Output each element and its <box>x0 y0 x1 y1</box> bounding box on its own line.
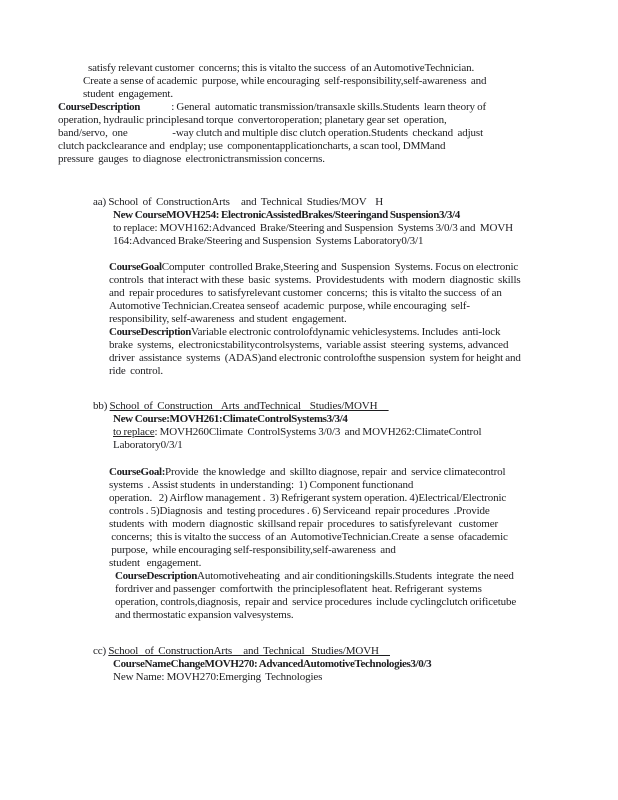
text-segment: purpose, while encouraging self-responsibility,self-awareness and <box>109 544 396 556</box>
paragraph-aa-goal-description <box>58 261 604 378</box>
underlined-text: to replace <box>113 426 155 438</box>
text-segment: operation. 2) Airflow management . 3) Refrigerant system operation. 4)Electrical/Electronic <box>109 492 507 504</box>
text-segment: 164:Advanced Brake/Steering and Suspension Systems Laboratory0/3/1 <box>113 235 424 247</box>
bold-text: CourseGoal: <box>109 466 166 478</box>
text-line <box>109 339 604 352</box>
text-segment: Provide the knowledge and skillto diagnose, repair and service climatecontrol <box>165 466 506 478</box>
text-segment: Computer controlled Brake,Steering and Suspension Systems. Focus on electronic <box>161 261 519 273</box>
text-line <box>115 596 604 609</box>
text-segment: Automotiveheating and air conditioningskills.Students integrate the need <box>197 570 514 582</box>
text-segment: satisfy relevant customer concerns; this is vitalto the success of an AutomotiveTechnician. <box>88 62 475 74</box>
text-segment: clutch packclearance and endplay; use componentapplicationcharts, a scan tool, DMMand <box>58 140 446 152</box>
bold-text: CourseDescription <box>109 326 192 338</box>
text-line <box>115 570 604 583</box>
text-segment: School of ConstructionArts and Technical Studies/MOV H <box>108 196 384 208</box>
text-segment: band/servo, one -way clutch and multiple disc clutch operation.Students checkand adjust <box>58 127 484 139</box>
text-segment: to replace: MOVH162:Advanced Brake/Steering and Suspension Systems 3/0/3 and MOVH <box>113 222 513 234</box>
text-segment: ride control. <box>109 365 164 377</box>
text-segment: student engagement. <box>83 88 173 100</box>
text-segment: aa) <box>93 196 109 208</box>
text-line <box>109 261 604 274</box>
text-line <box>109 544 604 557</box>
text-line <box>58 127 604 140</box>
text-line <box>113 439 604 452</box>
text-line <box>109 352 604 365</box>
text-line <box>109 557 604 570</box>
text-line <box>113 209 604 222</box>
text-segment: fordriver and passenger comfortwith the principlesoflatent heat. Refrigerant systems <box>115 583 482 595</box>
text-segment: Automotive Technician.Createa senseof academic purpose, while encouraging self- <box>109 300 470 312</box>
text-line <box>83 75 604 88</box>
text-line <box>58 114 604 127</box>
text-line <box>109 313 604 326</box>
text-line <box>113 658 604 671</box>
section-bb-heading <box>58 400 604 452</box>
text-segment: controls that interact with these basic systems. Providestudents with modern diagnostic skills <box>109 274 521 286</box>
text-line <box>109 466 604 479</box>
text-line <box>83 88 604 101</box>
text-line <box>109 518 604 531</box>
text-segment: concerns; this is vitalto the success of an AutomotiveTechnician.Create a sense ofacademic <box>109 531 508 543</box>
text-segment: and repair procedures to satisfyrelevant customer concerns; this is vitalto the success of an <box>109 287 502 299</box>
text-segment: controls . 5)Diagnosis and testing procedures . 6) Serviceand repair procedures .Provide <box>109 505 490 517</box>
bold-text: New Course:MOVH261:ClimateControlSystems3/3/4 <box>113 413 348 425</box>
text-segment: students with modern diagnostic skillsand repair procedures to satisfyrelevant customer <box>109 518 499 530</box>
text-line <box>109 479 604 492</box>
bold-text: CourseDescription <box>115 570 198 582</box>
text-segment: cc) <box>93 645 109 657</box>
text-line <box>113 222 604 235</box>
text-line <box>88 62 604 75</box>
text-line <box>109 365 604 378</box>
text-line <box>109 274 604 287</box>
text-line <box>93 645 604 658</box>
paragraph-bb-goal-description <box>58 466 604 622</box>
text-segment: Laboratory0/3/1 <box>113 439 183 451</box>
underlined-text: School of ConstructionArts and Technical Studies/MOVH <box>108 645 390 657</box>
text-line <box>58 101 604 114</box>
text-line <box>113 426 604 439</box>
section-aa-heading <box>58 196 604 248</box>
bold-text: CourseDescription <box>58 101 141 113</box>
text-segment: pressure gauges to diagnose electronictransmission concerns. <box>58 153 325 165</box>
text-line <box>93 196 604 209</box>
text-line <box>113 671 604 684</box>
bold-text: New CourseMOVH254: ElectronicAssistedBrakes/Steeringand Suspension3/3/4 <box>113 209 460 221</box>
text-segment: operation, controls,diagnosis, repair and service procedures include cyclingclutch orificetube <box>115 596 517 608</box>
text-line <box>93 400 604 413</box>
paragraph-continuation <box>58 62 604 101</box>
bold-text: CourseGoal <box>109 261 162 273</box>
text-line <box>109 505 604 518</box>
text-line <box>109 492 604 505</box>
paragraph-course-description-transmission <box>58 101 604 166</box>
text-line <box>109 287 604 300</box>
text-segment: systems . Assist students in understanding: 1) Component functionand <box>109 479 414 491</box>
text-segment: driver assistance systems (ADAS)and electronic controlofthe suspension system for height and <box>109 352 521 364</box>
text-segment: bb) <box>93 400 110 412</box>
text-segment: Variable electronic controlofdynamic vehiclesystems. Includes anti-lock <box>191 326 501 338</box>
text-segment: student engagement. <box>109 557 202 569</box>
bold-text: CourseNameChangeMOVH270: AdvancedAutomotiveTechnologies3/0/3 <box>113 658 432 670</box>
text-segment: : MOVH260Climate ControlSystems 3/0/3 and MOVH262:ClimateControl <box>154 426 482 438</box>
text-line <box>113 235 604 248</box>
text-line <box>58 153 604 166</box>
text-line <box>109 531 604 544</box>
text-segment: brake systems, electronicstabilitycontrolsystems, variable assist steering systems, advanced <box>109 339 509 351</box>
underlined-text: School of Construction Arts andTechnical Studies/MOVH <box>109 400 389 412</box>
text-line <box>109 300 604 313</box>
text-line <box>58 140 604 153</box>
text-segment: operation, hydraulic principlesand torque convertoroperation; planetary gear set operation, <box>58 114 447 126</box>
text-segment: and thermostatic expansion valvesystems. <box>115 609 294 621</box>
text-line <box>109 326 604 339</box>
text-line <box>115 583 604 596</box>
text-line <box>115 609 604 622</box>
text-segment: Create a sense of academic purpose, while encouraging self-responsibility,self-awareness and <box>83 75 487 87</box>
text-segment: responsibility, self-awareness and student engagement. <box>109 313 347 325</box>
text-line <box>113 413 604 426</box>
text-segment: New Name: MOVH270:Emerging Technologies <box>113 671 323 683</box>
text-segment: : General automatic transmission/transaxle skills.Students learn theory of <box>140 101 487 113</box>
section-cc-heading <box>58 645 604 684</box>
